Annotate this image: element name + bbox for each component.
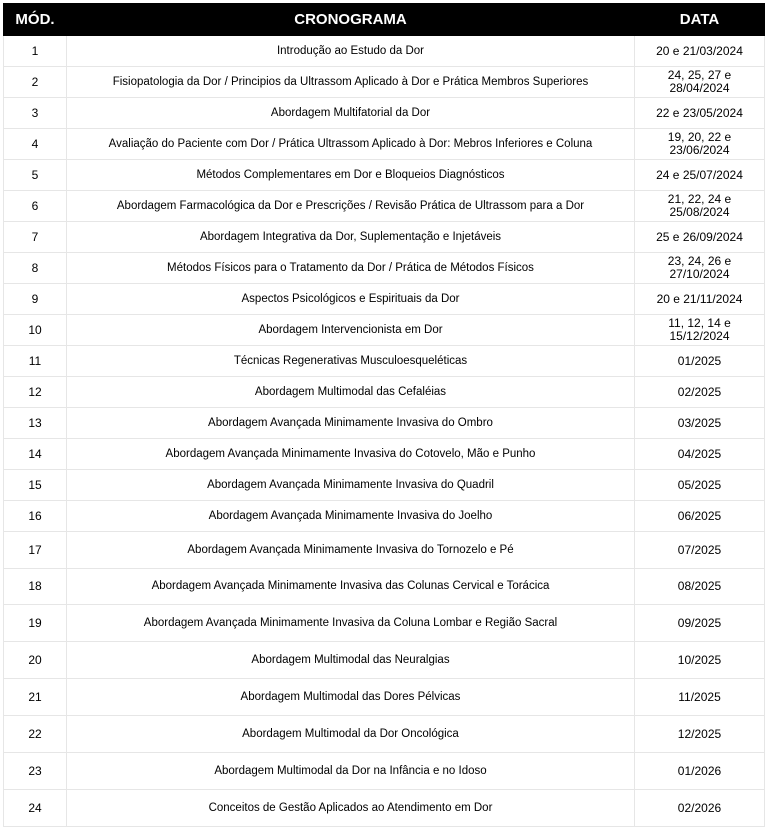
module-topic: Métodos Físicos para o Tratamento da Dor / Prática de Métodos Físicos	[67, 253, 635, 284]
table-header	[4, 4, 765, 36]
header-mod: MÓD.	[4, 4, 67, 36]
table-row	[4, 160, 765, 191]
module-topic: Abordagem Avançada Minimamente Invasiva do Tornozelo e Pé	[67, 532, 635, 569]
module-date: 11/2025	[635, 679, 765, 716]
module-date: 05/2025	[635, 470, 765, 501]
module-topic: Abordagem Multimodal das Neuralgias	[67, 642, 635, 679]
module-date: 06/2025	[635, 501, 765, 532]
module-number: 13	[4, 408, 67, 439]
module-number: 23	[4, 753, 67, 790]
module-number: 20	[4, 642, 67, 679]
module-number: 18	[4, 569, 67, 605]
module-topic: Abordagem Avançada Minimamente Invasiva do Joelho	[67, 501, 635, 532]
table-row	[4, 790, 765, 827]
module-number: 14	[4, 439, 67, 470]
module-date: 21, 22, 24 e 25/08/2024	[635, 191, 765, 222]
module-topic: Avaliação do Paciente com Dor / Prática Ultrassom Aplicado à Dor: Mebros Inferiores e Coluna	[67, 129, 635, 160]
table-row	[4, 642, 765, 679]
module-number: 10	[4, 315, 67, 346]
module-date: 19, 20, 22 e 23/06/2024	[635, 129, 765, 160]
module-date: 10/2025	[635, 642, 765, 679]
module-topic: Abordagem Multifatorial da Dor	[67, 98, 635, 129]
module-date: 09/2025	[635, 605, 765, 642]
table-row	[4, 470, 765, 501]
module-number: 15	[4, 470, 67, 501]
module-number: 22	[4, 716, 67, 753]
module-number: 2	[4, 67, 67, 98]
module-number: 6	[4, 191, 67, 222]
module-number: 17	[4, 532, 67, 569]
module-topic: Abordagem Integrativa da Dor, Suplementação e Injetáveis	[67, 222, 635, 253]
module-topic: Abordagem Avançada Minimamente Invasiva da Coluna Lombar e Região Sacral	[67, 605, 635, 642]
module-topic: Abordagem Avançada Minimamente Invasiva do Ombro	[67, 408, 635, 439]
module-date: 20 e 21/03/2024	[635, 36, 765, 67]
module-topic: Fisiopatologia da Dor / Principios da Ultrassom Aplicado à Dor e Prática Membros Superiores	[67, 67, 635, 98]
table-row	[4, 501, 765, 532]
table-row	[4, 315, 765, 346]
table-row	[4, 377, 765, 408]
header-row	[4, 4, 765, 36]
module-date: 03/2025	[635, 408, 765, 439]
table-row	[4, 67, 765, 98]
module-date: 01/2026	[635, 753, 765, 790]
module-date: 08/2025	[635, 569, 765, 605]
module-number: 9	[4, 284, 67, 315]
module-number: 21	[4, 679, 67, 716]
table-row	[4, 716, 765, 753]
module-date: 24 e 25/07/2024	[635, 160, 765, 191]
table-row	[4, 346, 765, 377]
module-date: 02/2025	[635, 377, 765, 408]
module-date: 04/2025	[635, 439, 765, 470]
module-topic: Aspectos Psicológicos e Espirituais da Dor	[67, 284, 635, 315]
module-topic: Conceitos de Gestão Aplicados ao Atendimento em Dor	[67, 790, 635, 827]
module-number: 24	[4, 790, 67, 827]
header-data: DATA	[635, 4, 765, 36]
table-row	[4, 98, 765, 129]
module-topic: Abordagem Avançada Minimamente Invasiva do Quadril	[67, 470, 635, 501]
module-topic: Abordagem Multimodal das Cefaléias	[67, 377, 635, 408]
schedule-table	[3, 3, 765, 827]
table-row	[4, 679, 765, 716]
table-row	[4, 129, 765, 160]
table-row	[4, 253, 765, 284]
module-topic: Abordagem Intervencionista em Dor	[67, 315, 635, 346]
module-date: 07/2025	[635, 532, 765, 569]
header-cronograma: CRONOGRAMA	[67, 4, 635, 36]
module-topic: Introdução ao Estudo da Dor	[67, 36, 635, 67]
module-number: 4	[4, 129, 67, 160]
module-date: 24, 25, 27 e 28/04/2024	[635, 67, 765, 98]
table-row	[4, 569, 765, 605]
module-topic: Abordagem Avançada Minimamente Invasiva das Colunas Cervical e Torácica	[67, 569, 635, 605]
module-number: 7	[4, 222, 67, 253]
module-number: 12	[4, 377, 67, 408]
module-topic: Métodos Complementares em Dor e Bloqueios Diagnósticos	[67, 160, 635, 191]
module-topic: Abordagem Multimodal da Dor na Infância e no Idoso	[67, 753, 635, 790]
module-number: 19	[4, 605, 67, 642]
module-number: 8	[4, 253, 67, 284]
table-row	[4, 222, 765, 253]
module-topic: Técnicas Regenerativas Musculoesqueléticas	[67, 346, 635, 377]
module-number: 1	[4, 36, 67, 67]
module-date: 25 e 26/09/2024	[635, 222, 765, 253]
module-date: 02/2026	[635, 790, 765, 827]
table-row	[4, 408, 765, 439]
table-body	[4, 36, 765, 827]
module-number: 16	[4, 501, 67, 532]
module-topic: Abordagem Multimodal da Dor Oncológica	[67, 716, 635, 753]
module-date: 11, 12, 14 e 15/12/2024	[635, 315, 765, 346]
module-topic: Abordagem Farmacológica da Dor e Prescrições / Revisão Prática de Ultrassom para a Dor	[67, 191, 635, 222]
module-date: 20 e 21/11/2024	[635, 284, 765, 315]
table-row	[4, 284, 765, 315]
module-number: 3	[4, 98, 67, 129]
table-row	[4, 605, 765, 642]
table-row	[4, 36, 765, 67]
module-date: 12/2025	[635, 716, 765, 753]
module-date: 01/2025	[635, 346, 765, 377]
module-topic: Abordagem Avançada Minimamente Invasiva do Cotovelo, Mão e Punho	[67, 439, 635, 470]
table-row	[4, 532, 765, 569]
table-row	[4, 439, 765, 470]
module-number: 5	[4, 160, 67, 191]
module-number: 11	[4, 346, 67, 377]
module-date: 22 e 23/05/2024	[635, 98, 765, 129]
module-topic: Abordagem Multimodal das Dores Pélvicas	[67, 679, 635, 716]
table-row	[4, 753, 765, 790]
table-row	[4, 191, 765, 222]
module-date: 23, 24, 26 e 27/10/2024	[635, 253, 765, 284]
